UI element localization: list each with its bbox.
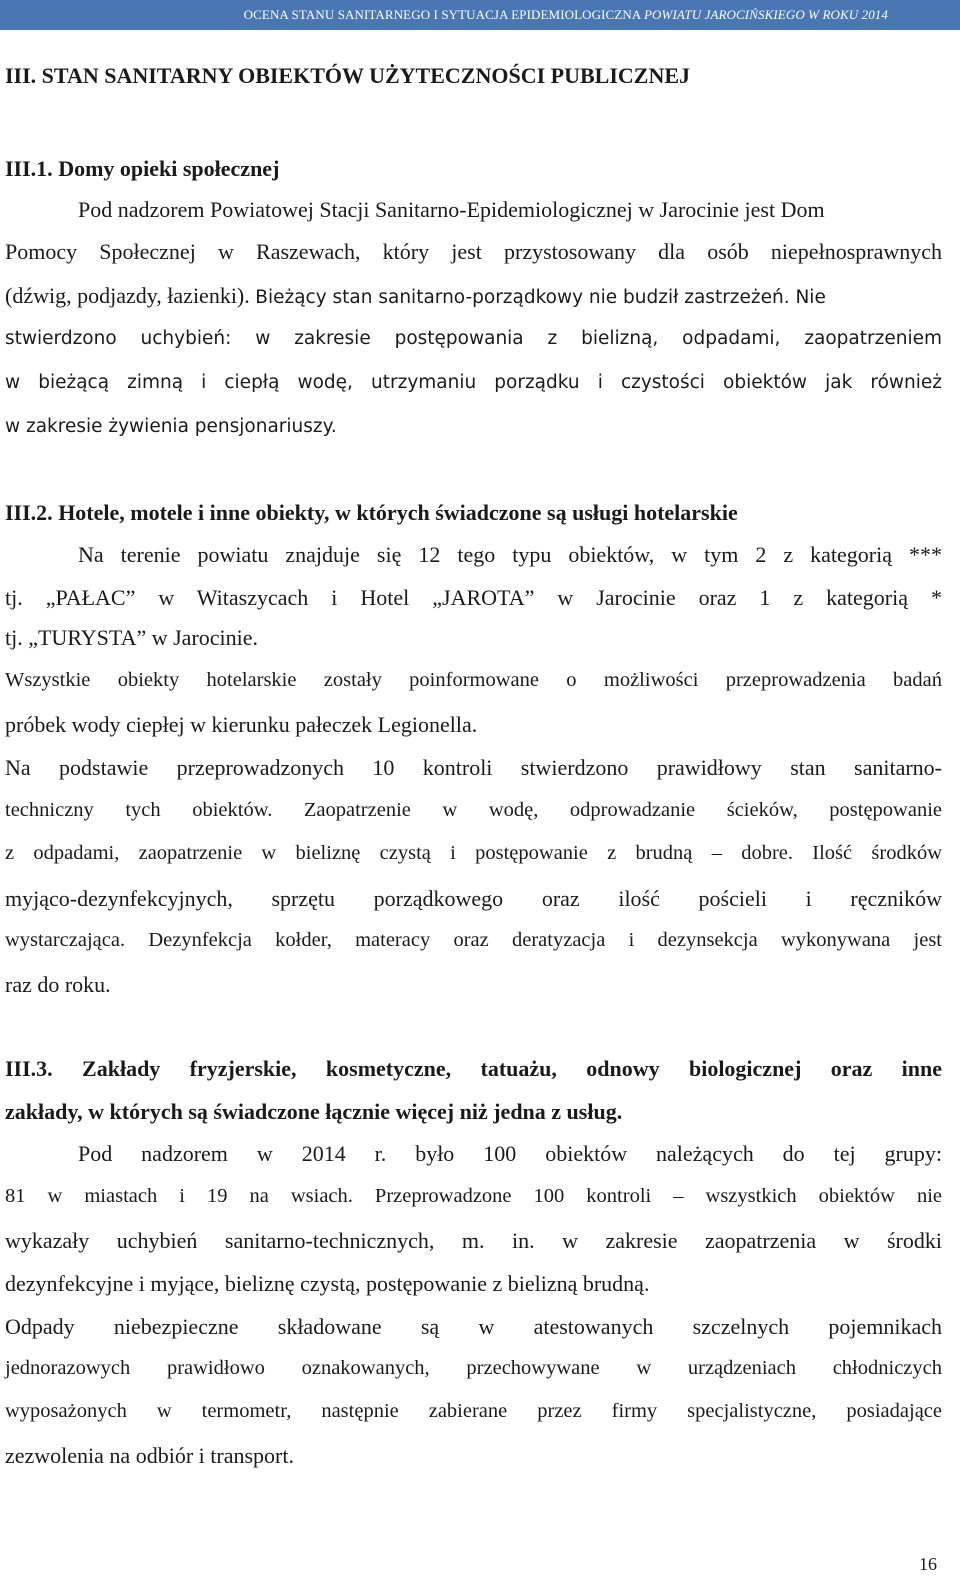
s3-line-5: Odpady niebezpieczne składowane są w atestowanych szczelnych pojemnikach xyxy=(5,1314,942,1339)
chapter-title: III. STAN SANITARNY OBIEKTÓW UŻYTECZNOŚCI PUBLICZNEJ xyxy=(5,63,691,88)
section-number-2: III.2. xyxy=(5,500,53,525)
s1-line-3 xyxy=(5,283,942,309)
section-title-3-line-1: Zakłady fryzjerskie, kosmetyczne, tatuażu, odnowy biologicznej oraz inne xyxy=(82,1056,942,1081)
s2-line-2: tj. „PAŁAC” w Witaszycach i Hotel „JAROTA” w Jarocinie oraz 1 z kategorią * xyxy=(5,585,942,610)
s2-line-10: wystarczająca. Dezynfekcja kołder, materacy oraz deratyzacja i dezynsekcja wykonywana jest xyxy=(5,929,942,951)
s2-line-9: myjąco-dezynfekcyjnych, sprzętu porządkowego oraz ilość pościeli i ręczników xyxy=(5,886,942,911)
s3-line-3: wykazały uchybień sanitarno-technicznych, m. in. w zakresie zaopatrzenia w środki xyxy=(5,1228,942,1253)
section-title-2: Hotele, motele i inne obiekty, w których świadczone są usługi hotelarskie xyxy=(58,500,738,525)
s2-line-1: Na terenie powiatu znajduje się 12 tego typu obiektów, w tym 2 z kategorią *** xyxy=(78,542,942,567)
s1-line-6: w zakresie żywienia pensjonariuszy. xyxy=(5,416,337,437)
s2-line-5: próbek wody ciepłej w kierunku pałeczek Legionella. xyxy=(5,712,478,737)
s2-line-6: Na podstawie przeprowadzonych 10 kontroli stwierdzono prawidłowy stan sanitarno- xyxy=(5,755,942,780)
s1-line-3-serif: (dźwig, podjazdy, łazienki). xyxy=(5,283,256,308)
s2-line-8: z odpadami, zaopatrzenie w bieliznę czystą i postępowanie z brudną – dobre. Ilość środków xyxy=(5,842,942,864)
s3-line-7: wyposażonych w termometr, następnie zabierane przez firmy specjalistyczne, posiadające xyxy=(5,1400,942,1422)
section-heading-3 xyxy=(5,1056,942,1082)
s1-line-3-sans: Bieżący stan sanitarno-porządkowy nie budził zastrzeżeń. Nie xyxy=(255,287,826,308)
s3-line-8: zezwolenia na odbiór i transport. xyxy=(5,1443,294,1468)
s2-line-7: techniczny tych obiektów. Zaopatrzenie w wodę, odprowadzanie ścieków, postępowanie xyxy=(5,799,942,821)
section-heading-1 xyxy=(5,156,942,182)
s3-line-6: jednorazowych prawidłowo oznakowanych, przechowywane w urządzeniach chłodniczych xyxy=(5,1357,942,1379)
s2-line-4: Wszystkie obiekty hotelarskie zostały poinformowane o możliwości przeprowadzenia badań xyxy=(5,669,942,691)
running-header xyxy=(0,0,960,30)
section-number-3: III.3. xyxy=(5,1056,53,1081)
s3-line-4: dezynfekcyjne i myjące, bieliznę czystą, postępowanie z bielizną brudną. xyxy=(5,1271,650,1296)
running-header-plain: OCENA STANU SANITARNEGO I SYTUACJA EPIDEMIOLOGICZNA xyxy=(243,7,644,22)
s2-line-3: tj. „TURYSTA” w Jarocinie. xyxy=(5,625,259,650)
s3-line-2: 81 w miastach i 19 na wsiach. Przeprowadzone 100 kontroli – wszystkich obiektów nie xyxy=(5,1185,942,1207)
page-number: 16 xyxy=(919,1554,937,1574)
section-title-1: Domy opieki społecznej xyxy=(58,156,280,181)
s1-line-5: w bieżącą zimną i ciepłą wodę, utrzymaniu porządku i czystości obiektów jak również xyxy=(5,372,942,393)
section-heading-2 xyxy=(5,500,942,526)
s1-line-2: Pomocy Społecznej w Raszewach, który jest przystosowany dla osób niepełnosprawnych xyxy=(5,239,942,264)
running-header-italic: POWIATU JAROCIŃSKIEGO W ROKU 2014 xyxy=(643,7,888,22)
s1-line-4: stwierdzono uchybień: w zakresie postępowania z bielizną, odpadami, zaopatrzeniem xyxy=(5,328,942,349)
s1-line-1: Pod nadzorem Powiatowej Stacji Sanitarno-Epidemiologicznej w Jarocinie jest Dom xyxy=(78,197,825,222)
section-number-1: III.1. xyxy=(5,156,53,181)
section-title-3-line-2: zakłady, w których są świadczone łącznie więcej niż jedna z usług. xyxy=(5,1099,623,1124)
s2-line-11: raz do roku. xyxy=(5,972,111,997)
s3-line-1: Pod nadzorem w 2014 r. było 100 obiektów należących do tej grupy: xyxy=(78,1141,942,1166)
